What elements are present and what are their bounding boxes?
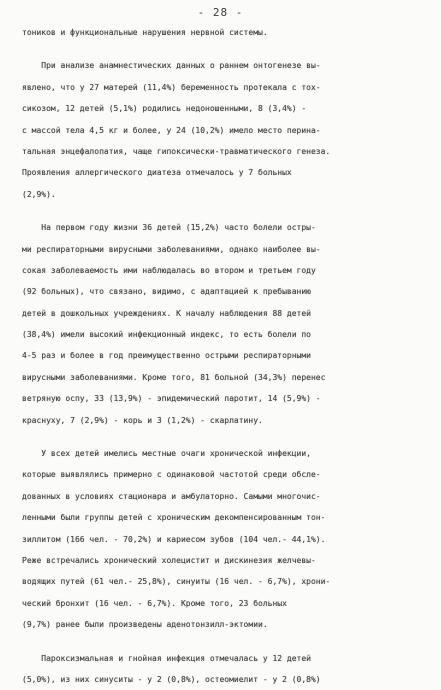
text-line: ческий бронхит (16 чел. - 6,7%). Кроме того, 23 больных xyxy=(22,598,287,608)
text-line: (9,7%) ранее были произведены аденотонзилл-эктомии. xyxy=(22,620,268,630)
text-line: При анализе анамнестических данных о раннем онтогенезе вы- xyxy=(22,61,321,71)
text-line: тоников и функциональные нарушения нервной системы. xyxy=(22,28,268,37)
text-line: На первом году жизни 36 детей (15,2%) часто болели остры- xyxy=(22,223,316,233)
text-line: Пароксизмальная и гнойная инфекция отмечалась у 12 детей xyxy=(22,653,311,663)
text-line: явлено, что у 27 матерей (11,4%) беременность протекала с тох- xyxy=(22,82,321,92)
text-line: дованных в условиях стационара и амбулаторно. Самыми многочис- xyxy=(22,491,321,501)
text-line: (2,9%). xyxy=(22,189,56,199)
paragraph-4 xyxy=(22,443,418,636)
paragraph-5 xyxy=(22,648,418,690)
paragraph-3 xyxy=(22,217,418,431)
text-line: которые выявлялись примерно с одинаковой частотой среди обсле- xyxy=(22,470,321,480)
text-line: Реже встречались хронический холецистит и дискинезия желчевы- xyxy=(22,555,316,565)
paragraph-gap xyxy=(22,636,418,648)
text-line: с массой тела 4,5 кг и более, у 24 (10,2%) имело место перина- xyxy=(22,125,321,135)
page-number: - 28 - xyxy=(197,6,244,19)
paragraph-2 xyxy=(22,55,418,205)
text-line: вирусными заболеваниями. Кроме того, 81 больной (34,3%) перенес xyxy=(22,372,326,382)
text-line: краснуху, 7 (2,9%) - корь и 3 (1,2%) - скарлатину. xyxy=(22,415,263,425)
text-line: (92 больных), что связано, видимо, с адаптацией к пребыванию xyxy=(22,287,311,297)
text-line: зиллитом (166 чел. - 70,2%) и кариесом зубов (104 чел.- 44,1%). xyxy=(22,534,326,544)
text-line: сокая заболеваемость ими наблюдалась во втором и третьем году xyxy=(22,265,316,275)
text-line: тальная энцефалопатия, чаще гипоксически-травматического генеза. xyxy=(22,146,331,156)
text-line: (38,4%) имели высокий инфекционный индекс, то есть болели по xyxy=(22,330,311,340)
text-line: У всех детей имелись местные очаги хронической инфекции, xyxy=(22,449,311,459)
text-line: ветряную оспу, 33 (13,9%) - эпидемический паротит, 14 (5,9%) - xyxy=(22,394,321,404)
text-line: детей в дошкольных учреждениях. К началу наблюдения 88 детей xyxy=(22,308,311,318)
text-line: сикозом, 12 детей (5,1%) родились недоношенными, 8 (3,4%) - xyxy=(22,104,307,114)
paragraph-gap xyxy=(22,431,418,443)
paragraph-1 xyxy=(22,22,418,43)
text-line: ленными были группы детей с хроническим декомпенсированным тон- xyxy=(22,513,326,523)
text-line: Проявления аллергического диатеза отмечалось у 7 больных xyxy=(22,168,292,178)
body-text xyxy=(22,22,418,690)
paragraph-gap xyxy=(22,43,418,55)
text-line: (5,0%), из них синуситы - у 2 (0,8%), остеомиелит - у 2 (0,8%) xyxy=(22,674,321,684)
text-line: ми респираторными вирусными заболеваниями, однако наиболее вы- xyxy=(22,244,321,254)
text-line: водящих путей (61 чел.- 25,8%), синуиты (16 чел. - 6,7%), хрони- xyxy=(22,577,331,587)
paragraph-gap xyxy=(22,205,418,217)
text-line: 4-5 раз и более в год преимущественно острыми респираторными xyxy=(22,351,311,361)
